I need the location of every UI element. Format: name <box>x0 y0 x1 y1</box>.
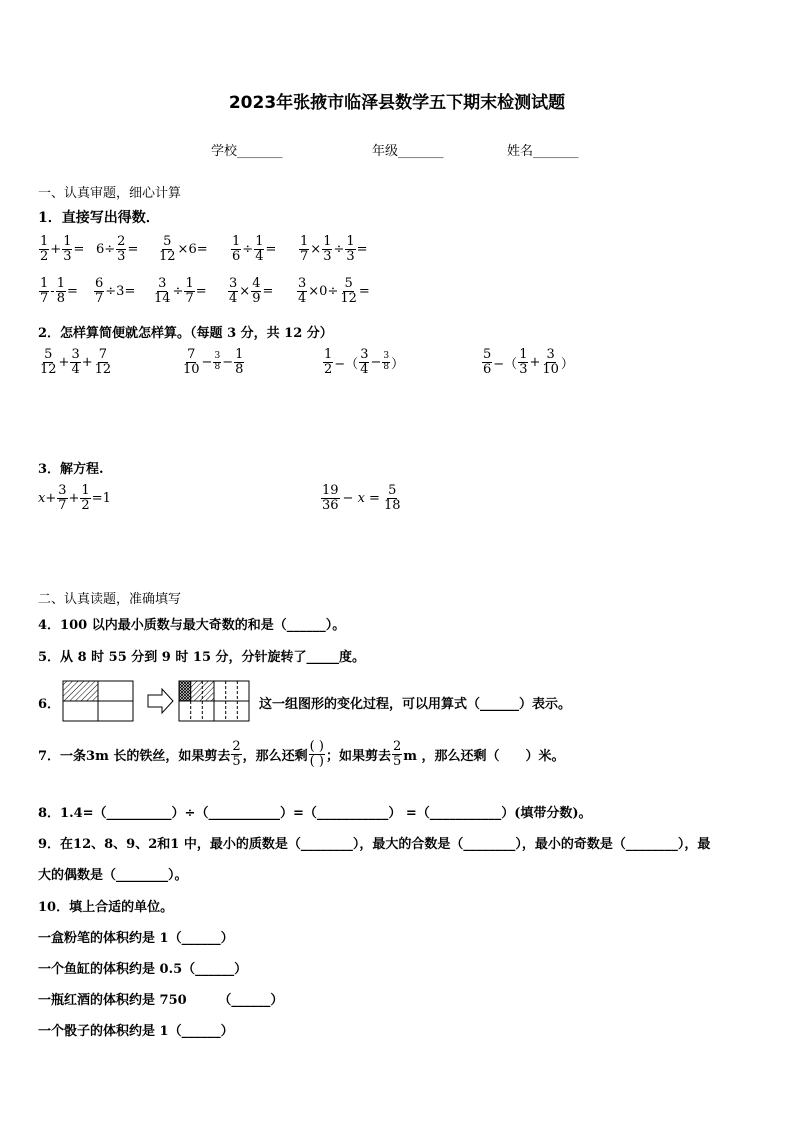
q10-item: 一个骰子的体积约是 1（______） <box>38 1024 234 1039</box>
q3-label: 3．解方程. <box>38 462 104 477</box>
q10-label: 10．填上合适的单位。 <box>38 900 174 915</box>
grade-field[interactable]: 年级_______ <box>372 144 444 159</box>
q10-item: 一瓶红酒的体积约是 750 （______） <box>38 993 284 1008</box>
rect-before <box>63 681 133 721</box>
q1-label: 1．直接写出得数． <box>38 210 160 226</box>
q1-item-5: $\frac{1}{7}$ × $\frac{1}{3}$ ÷ $\frac{1}{3}$ = <box>300 234 368 264</box>
name-field[interactable]: 姓名_______ <box>507 144 579 159</box>
q9-text-line1: 9．在12、8、9、2和1 中，最小的质数是（________），最大的合数是（________），最小的奇数是（________），最 <box>38 837 711 852</box>
q3-equation-2: $\frac{19}{36}$ − x = $\frac{5}{18}$ <box>322 483 401 513</box>
q10-item: 一个鱼缸的体积约是 0.5（______） <box>38 962 248 977</box>
q1-item-10: $\frac{3}{4}$ ×0÷ $\frac{5}{12}$ = <box>298 276 370 306</box>
school-field[interactable]: 学校_______ <box>211 144 283 159</box>
q4-text: 4．100 以内最小质数与最大奇数的和是（______）。 <box>38 618 346 633</box>
q7-text: 7．一条3m 长的铁丝，如果剪去 $\frac{2}{5}$ ，那么还剩 $\frac{( )}{( )}$ ；如果剪去 $\frac{2}{5}$ m ，那么还剩（ ）米。 <box>38 739 565 769</box>
q2-expr-4: $\frac{5}{6}$ −（ $\frac{1}{3}$ + $\frac{3}{10}$ ） <box>483 347 574 377</box>
q10-item: 一盒粉笔的体积约是 1（______） <box>38 931 234 946</box>
q6-label: 6． <box>38 697 61 712</box>
q6-figure <box>62 680 262 722</box>
q1-item-9: $\frac{3}{4}$ × $\frac{4}{9}$ = <box>229 276 274 306</box>
q1-item-2: 6÷ $\frac{2}{3}$ = <box>96 234 139 264</box>
q6-text: 这一组图形的变化过程，可以用算式（______）表示。 <box>259 697 572 712</box>
rect-after <box>179 681 249 721</box>
q2-label: 2．怎样算简便就怎样算。（每题 3 分，共 12 分） <box>38 326 333 341</box>
q1-item-1: $\frac{1}{2}$ + $\frac{1}{3}$ = <box>40 234 85 264</box>
q1-item-7: $\frac{6}{7}$ ÷3= <box>95 276 136 306</box>
q1-item-6: $\frac{1}{7}$ - $\frac{1}{8}$ = <box>40 276 78 306</box>
q1-item-8: $\frac{3}{14}$ ÷ $\frac{1}{7}$ = <box>154 276 207 306</box>
q7-answer-denominator[interactable]: ( ) <box>309 753 324 769</box>
section-1-heading: 一、认真审题，细心计算 <box>38 186 182 201</box>
q1-item-4: $\frac{1}{6}$ ÷ $\frac{1}{4}$ = <box>232 234 277 264</box>
section-2-heading: 二、认真读题，准确填写 <box>38 592 182 607</box>
q7-answer-numerator[interactable]: ( ) <box>309 739 324 754</box>
arrow-icon <box>148 689 173 713</box>
q8-text: 8．1.4=（__________）÷（___________）=（___________） =（___________）(填带分数)。 <box>38 806 592 821</box>
q2-expr-3: $\frac{1}{2}$ −（ $\frac{3}{4}$ − $\frac{3}{8}$ ） <box>324 347 405 377</box>
q3-equation-1: x+ $\frac{3}{7}$ + $\frac{1}{2}$ =1 <box>38 483 111 513</box>
q1-item-3: $\frac{5}{12}$ ×6= <box>159 234 208 264</box>
q2-expr-1: $\frac{5}{12}$ + $\frac{3}{4}$ + $\frac{7}{12}$ <box>40 347 112 377</box>
q2-expr-2: $\frac{7}{10}$ − $\frac{3}{8}$ − $\frac{1}{8}$ <box>183 347 244 377</box>
q9-text-line2: 大的偶数是（________）。 <box>38 868 188 883</box>
page-title: 2023年张掖市临泽县数学五下期末检测试题 <box>228 93 566 113</box>
q5-text: 5．从 8 时 55 分到 9 时 15 分，分针旋转了_____度。 <box>38 650 366 665</box>
